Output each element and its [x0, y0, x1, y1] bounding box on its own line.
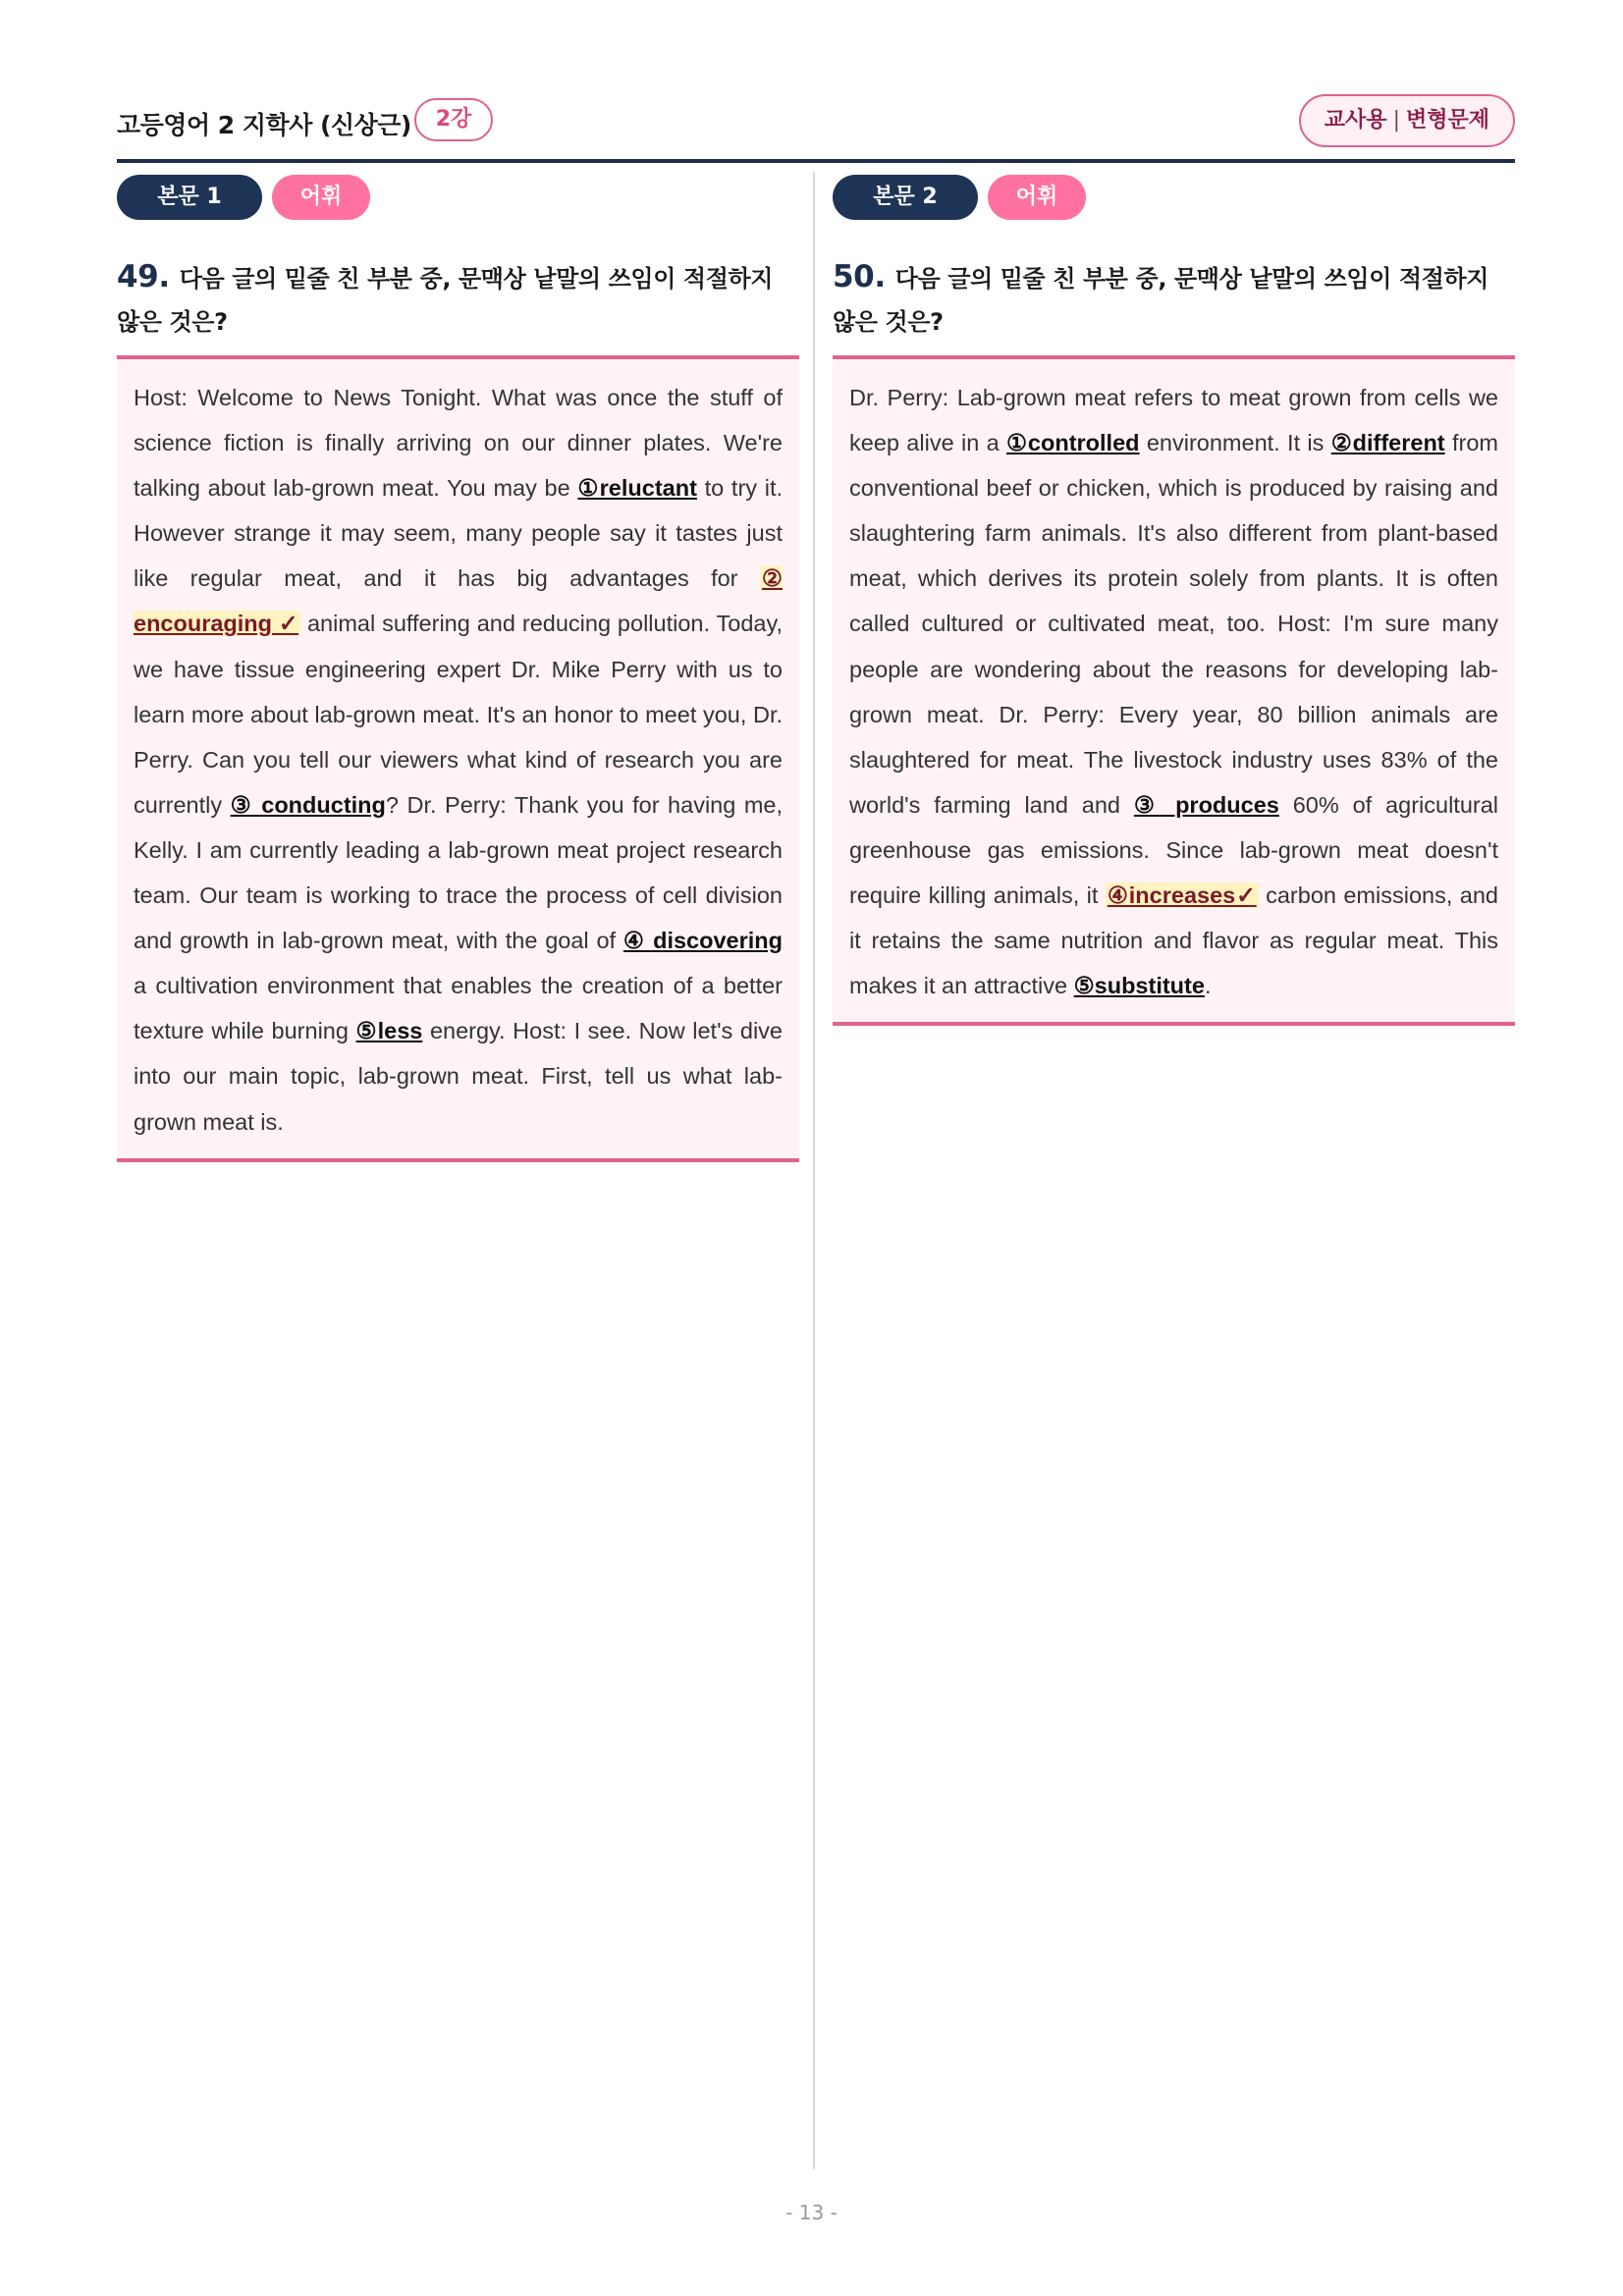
passage-segment: energy. Host: I see. Now let's dive into our main topic, lab-grown meat. First, tell us what lab-grown meat is.	[134, 1018, 783, 1135]
passage-tag: 본문 1	[117, 175, 262, 220]
question-number: 49.	[117, 259, 170, 294]
option-2: ②different	[1330, 430, 1445, 456]
left-tags	[117, 175, 799, 222]
document-title: 고등영어 2 지학사 (신상근)	[117, 111, 411, 139]
type-tag: 어휘	[988, 175, 1086, 220]
option-4-answer: ④increases✓	[1107, 882, 1257, 909]
page-number: - 13 -	[785, 2201, 838, 2224]
column-divider	[813, 172, 815, 2169]
question-text: 다음 글의 밑줄 친 부분 중, 문맥상 낱말의 쓰임이 적절하지 않은 것은?	[833, 265, 1489, 336]
teacher-version-badge	[1299, 94, 1515, 147]
type-tag: 어휘	[272, 175, 370, 220]
option-3: ③ produces	[1133, 791, 1279, 818]
passage-segment: Host: Welcome to News Tonight. What was once the stuff of science fiction is finally arriving on our dinner plates. We're talking about lab-grown meat. You may be	[134, 385, 783, 502]
right-tags	[833, 175, 1515, 222]
badge-separator: |	[1392, 108, 1400, 133]
option-2-answer: ② encouraging ✓	[134, 565, 783, 637]
passage-segment: a cultivation environment that enables the creation of a better texture while burning	[134, 973, 783, 1044]
passage-segment: environment. It is	[1139, 430, 1331, 456]
option-3: ③ conducting	[230, 791, 386, 818]
question-number: 50.	[833, 259, 886, 294]
right-column	[833, 175, 1515, 1026]
question-49	[117, 255, 799, 344]
passage-segment: 60% of agricultural greenhouse gas emissions. Since lab-grown meat doesn't require killing animals, it	[849, 791, 1498, 909]
passage-text	[849, 375, 1498, 1008]
passage-tag: 본문 2	[833, 175, 978, 220]
passage-segment: animal suffering and reducing pollution. Today, we have tissue engineering expert Dr. Mike Perry with us to learn more about lab-grown meat. It's an honor to meet you, Dr. Perry. Can you tell our viewers what kind of research you are currently	[134, 611, 783, 818]
option-1: ①reluctant	[577, 475, 697, 502]
option-1: ①controlled	[1006, 430, 1140, 456]
passage-segment: Dr. Perry: Lab-grown meat refers to meat grown from cells we keep alive in a	[849, 385, 1498, 456]
passage-segment: to try it. However strange it may seem, many people say it tastes just like regular meat, and it has big advantages for	[134, 475, 784, 592]
passage-segment: .	[1204, 973, 1212, 999]
option-4: ④ discovering	[622, 928, 783, 954]
teacher-label: 교사용	[1324, 108, 1387, 133]
question-50	[833, 255, 1515, 344]
page-header	[117, 94, 1515, 163]
passage-segment: from conventional beef or chicken, which is produced by raising and slaughtering farm animals. It's also different from plant-based meat, which derives its protein solely from plants. It is often called cultured or cultivated meat, too. Host: I'm sure many people are wondering about the reasons for developing lab-grown meat. Dr. Perry: Every year, 80 billion animals are slaughtered for meat. The livestock industry uses 83% of the world's farming land and	[849, 430, 1498, 818]
question-text: 다음 글의 밑줄 친 부분 중, 문맥상 낱말의 쓰임이 적절하지 않은 것은?	[117, 265, 774, 336]
option-5: ⑤substitute	[1073, 973, 1205, 999]
left-column	[117, 175, 799, 1162]
variant-problem-label: 변형문제	[1405, 108, 1489, 133]
passage-box	[833, 355, 1515, 1026]
lesson-badge: 2강	[414, 98, 493, 141]
passage-segment: carbon emissions, and it retains the same nutrition and flavor as regular meat. This makes it an attractive	[849, 882, 1498, 999]
option-5: ⑤less	[355, 1018, 423, 1044]
passage-box	[117, 355, 799, 1162]
passage-text	[134, 375, 783, 1145]
passage-segment: ? Dr. Perry: Thank you for having me, Kelly. I am currently leading a lab-grown meat project research team. Our team is working to trace the process of cell division and growth in lab-grown meat, with the goal of	[134, 791, 784, 954]
